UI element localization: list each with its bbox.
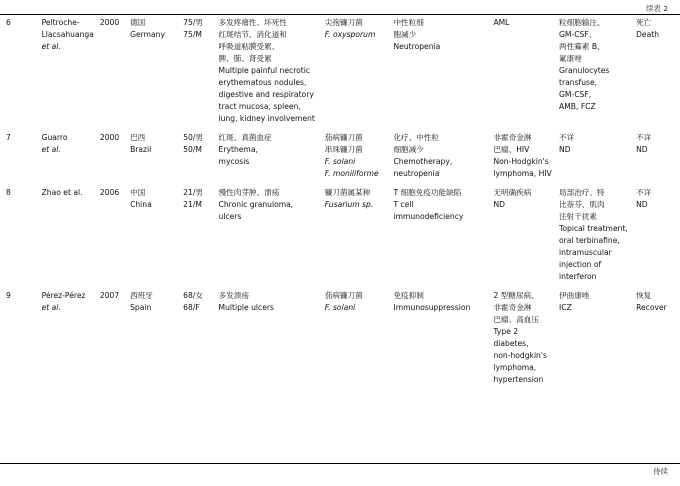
bottom-rule (0, 463, 680, 464)
underlying-line: ND (493, 200, 505, 209)
outcome-en: ND (636, 145, 648, 154)
table-row (0, 17, 680, 132)
cell-manifestation (217, 132, 323, 187)
manifestation-line: mycosis (218, 157, 250, 166)
predisposing-line: T cell (393, 200, 414, 209)
cell-treatment (557, 17, 634, 132)
predisposing-line: 细胞减少 (393, 145, 424, 154)
treatment-line: Topical treatment, (559, 224, 628, 233)
manifestation-line: 多发疼痛性、坏死性 (218, 18, 287, 27)
author-line: Guarro (41, 133, 68, 142)
predisposing-line: Neutropenia (393, 42, 441, 51)
treatment-line: interferon (559, 272, 597, 281)
underlying-line: 2 型糖尿病、 (493, 291, 539, 300)
predisposing-line: immunodeficiency (393, 212, 464, 221)
cell-pathogen (323, 187, 392, 290)
continuation-label: 续表 2 (646, 4, 668, 13)
predisposing-line: T 细胞免疫功能缺陷 (393, 188, 462, 197)
predisposing-line: 胞减少 (393, 30, 417, 39)
cell-predisposing (391, 132, 491, 187)
cell-predisposing (391, 290, 491, 393)
author-line: Pérez-Pérez (41, 291, 86, 300)
cell-treatment (557, 290, 634, 393)
author-line: et al. (41, 303, 61, 312)
cell-author (40, 17, 98, 132)
country-en: Germany (130, 30, 165, 39)
cell-author (40, 187, 98, 290)
cell-country (128, 290, 181, 393)
cell-age-sex (181, 17, 216, 132)
underlying-line: non-hodgkin's (493, 351, 547, 360)
age-sex-en: 50/M (183, 145, 202, 154)
manifestation-line: Multiple painful necrotic (218, 66, 311, 75)
author-line: Zhao et al. (41, 188, 83, 197)
underlying-line: 无明确疾病 (493, 188, 532, 197)
pathogen-line: F. oxysporum (324, 30, 376, 39)
outcome-en: ND (636, 200, 648, 209)
outcome-en: Death (636, 30, 660, 39)
underlying-line: 非霍奇金淋 (493, 303, 532, 312)
treatment-line: 粒细胞输注、 (559, 18, 605, 27)
cell-year: 2000 (99, 133, 120, 142)
cell-year: 2000 (99, 18, 120, 27)
underlying-line: Non-Hodgkin's (493, 157, 549, 166)
manifestation-line: Multiple ulcers (218, 303, 274, 312)
predisposing-line: neutropenia (393, 169, 440, 178)
author-line: et al. (41, 42, 61, 51)
country-en: Spain (130, 303, 152, 312)
cell-author (40, 290, 98, 393)
manifestation-line: 呼吸道粘膜受累、 (218, 42, 280, 51)
treatment-line: AMB, FCZ (559, 102, 596, 111)
cell-manifestation (217, 187, 323, 290)
country-en: China (130, 200, 152, 209)
cell-underlying (491, 187, 557, 290)
predisposing-line: Chemotherapy, (393, 157, 453, 166)
cell-underlying (491, 17, 557, 132)
cell-manifestation (217, 290, 323, 393)
cell-outcome (634, 290, 680, 393)
outcome-zh: 死亡 (636, 18, 652, 27)
pathogen-line: Fusarium sp. (324, 200, 374, 209)
treatment-line: 氟康唑 (559, 54, 582, 63)
cell-pathogen (323, 17, 392, 132)
manifestation-line: 慢性肉芽肿、溃疡 (218, 188, 280, 197)
manifestation-line: 红斑结节、消化道和 (218, 30, 287, 39)
underlying-line: 非霍奇金淋 (493, 133, 532, 142)
predisposing-line: Immunosuppression (393, 303, 471, 312)
cell-pathogen (323, 290, 392, 393)
continue-label: 待续 (653, 467, 668, 476)
underlying-line: 巴瘤、高血压 (493, 315, 539, 324)
underlying-line: Type 2 (493, 327, 519, 336)
age-sex-zh: 50/男 (183, 133, 203, 142)
age-sex-en: 21/M (183, 200, 202, 209)
cell-country (128, 132, 181, 187)
underlying-line: 巴瘤、HIV (493, 145, 530, 154)
predisposing-line: 中性粒细 (393, 18, 424, 27)
country-zh: 中国 (130, 188, 146, 197)
cell-treatment (557, 132, 634, 187)
table-row (0, 187, 680, 290)
age-sex-zh: 21/男 (183, 188, 203, 197)
underlying-line: lymphoma, (493, 363, 537, 372)
treatment-line: ICZ (559, 303, 572, 312)
cell-outcome (634, 187, 680, 290)
underlying-line: AML (493, 18, 510, 27)
treatment-line: 注射干扰素 (559, 212, 597, 221)
cell-pathogen (323, 132, 392, 187)
manifestation-line: 多发溃疡 (218, 291, 249, 300)
treatment-line: 比萘芬、肌肉 (559, 200, 605, 209)
cell-underlying (491, 132, 557, 187)
manifestation-line: 脾、肺、肾受累 (218, 54, 272, 63)
cell-country (128, 17, 181, 132)
cell-author (40, 132, 98, 187)
treatment-line: 不详 (559, 133, 575, 142)
pathogen-line: 镰刀菌属某种 (324, 188, 371, 197)
cell-underlying (491, 290, 557, 393)
treatment-line: 局部治疗、特 (559, 188, 605, 197)
outcome-zh: 不详 (636, 188, 652, 197)
cell-no: 6 (6, 18, 11, 27)
treatment-line: 伊曲康唑 (559, 291, 590, 300)
cell-year: 2007 (99, 291, 120, 300)
age-sex-zh: 75/男 (183, 18, 203, 27)
treatment-line: GM-CSF, (559, 90, 592, 99)
cell-age-sex (181, 132, 216, 187)
outcome-zh: 恢复 (636, 291, 652, 300)
author-line: et al. (41, 145, 61, 154)
outcome-zh: 不详 (636, 133, 652, 142)
manifestation-line: 红斑、真菌血症 (218, 133, 272, 142)
cell-age-sex (181, 187, 216, 290)
cell-no: 9 (6, 291, 11, 300)
underlying-line: lymphoma, HIV (493, 169, 552, 178)
manifestation-line: ulcers (218, 212, 242, 221)
treatment-line: GM-CSF、 (559, 30, 597, 39)
pathogen-line: F. moniliforme (324, 169, 379, 178)
treatment-line: 两性霉素 B、 (559, 42, 605, 51)
underlying-line: diabetes, (493, 339, 529, 348)
underlying-line: hypertension (493, 375, 544, 384)
pathogen-line: 茄病镰刀菌 (324, 291, 363, 300)
cell-predisposing (391, 187, 491, 290)
cell-no: 7 (6, 133, 11, 142)
pathogen-line: 茄病镰刀菌 (324, 133, 363, 142)
manifestation-line: digestive and respiratory (218, 90, 314, 99)
treatment-line: injection of (559, 260, 602, 269)
cell-year: 2006 (99, 188, 120, 197)
country-zh: 西班牙 (130, 291, 153, 300)
country-zh: 巴西 (130, 133, 146, 142)
age-sex-en: 75/M (183, 30, 202, 39)
age-sex-zh: 68/女 (183, 291, 203, 300)
manifestation-line: Erythema, (218, 145, 258, 154)
cell-treatment (557, 187, 634, 290)
pathogen-line: 串珠镰刀菌 (324, 145, 363, 154)
author-line: Llacsahuanga (41, 30, 94, 39)
cell-outcome (634, 132, 680, 187)
manifestation-line: tract mucosa, spleen, (218, 102, 301, 111)
pathogen-line: F. solani (324, 157, 356, 166)
cell-manifestation (217, 17, 323, 132)
outcome-en: Recover (636, 303, 667, 312)
treatment-line: ND (559, 145, 571, 154)
country-en: Brazil (130, 145, 152, 154)
treatment-line: oral terbinafine, (559, 236, 620, 245)
manifestation-line: Chronic granuloma, (218, 200, 294, 209)
treatment-line: transfuse, (559, 78, 598, 87)
predisposing-line: 化疗、中性粒 (393, 133, 440, 142)
manifestation-line: lung, kidney involvement (218, 114, 315, 123)
table-row (0, 132, 680, 187)
age-sex-en: 68/F (183, 303, 200, 312)
cell-no: 8 (6, 188, 11, 197)
country-zh: 德国 (130, 18, 146, 27)
treatment-line: Granulocytes (559, 66, 610, 75)
pathogen-line: F. solani (324, 303, 356, 312)
treatment-line: intramuscular (559, 248, 612, 257)
top-rule (0, 14, 680, 15)
case-table (0, 17, 680, 393)
cell-outcome (634, 17, 680, 132)
manifestation-line: erythematous nodules, (218, 78, 307, 87)
cell-age-sex (181, 290, 216, 393)
author-line: Peltroche- (41, 18, 80, 27)
cell-country (128, 187, 181, 290)
table-row (0, 290, 680, 393)
cell-predisposing (391, 17, 491, 132)
pathogen-line: 尖孢镰刀菌 (324, 18, 363, 27)
predisposing-line: 免疫抑制 (393, 291, 424, 300)
